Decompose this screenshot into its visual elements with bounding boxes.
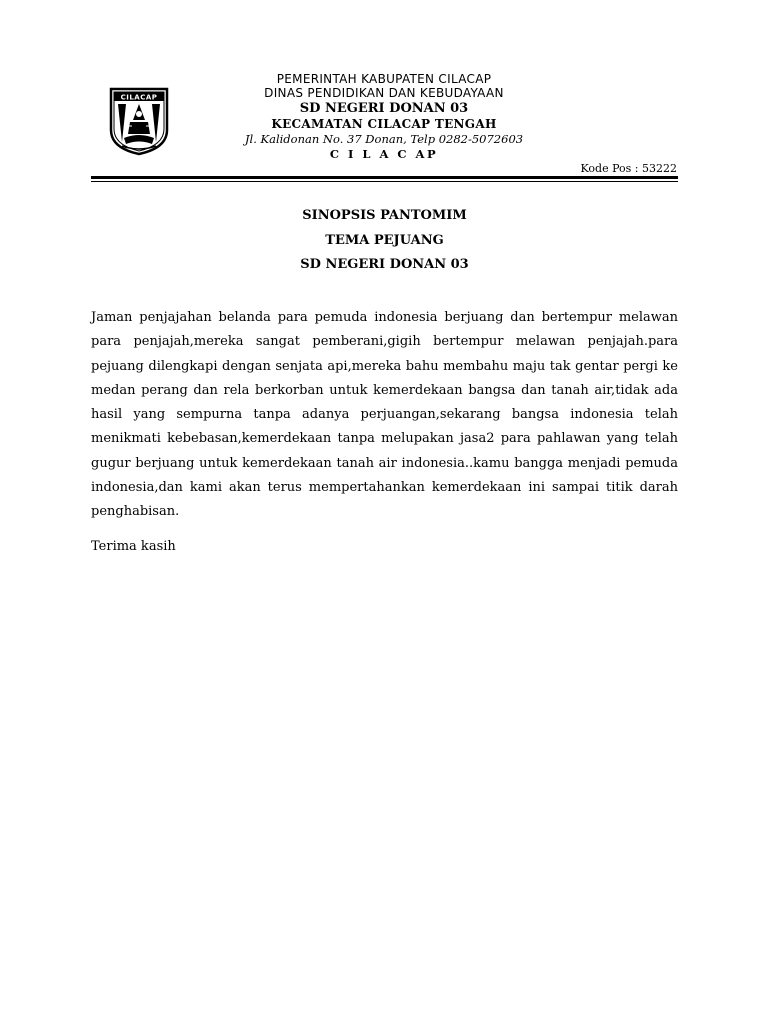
letterhead-divider-thick <box>91 176 678 179</box>
letterhead <box>190 72 578 161</box>
government-name: PEMERINTAH KABUPATEN CILACAP <box>276 72 492 86</box>
department-name: DINAS PENDIDIKAN DAN KEBUDAYAAN <box>264 86 504 100</box>
title-line-2: TEMA PEJUANG <box>325 232 444 248</box>
document-title <box>91 204 678 278</box>
letterhead-divider-thin <box>91 181 678 182</box>
synopsis-paragraph: Jaman penjajahan belanda para pemuda indonesia berjuang dan bertempur melawan para penjajah,mereka sangat pemberani,gigih bertempur melawan penjajah.para pejuang dilengkapi dengan senjata api,mereka bahu membahu maju tak gentar pergi ke medan perang dan rela berkorban untuk kemerdekaan bangsa dan tanah air,tidak ada hasil yang sempurna tanpa adanya perjuangan,sekarang bangsa indonesia telah menikmati kebebasan,kemerdekaan tanpa melupakan jasa2 para pahlawan yang telah gugur berjuang untuk kemerdekaan tanah air indonesia..kamu bangga menjadi pemuda indonesia,dan kami akan terus mempertahankan kemerdekaan ini sampai titik darah penghabisan. <box>91 310 678 520</box>
postal-code: Kode Pos : 53222 <box>580 162 677 175</box>
title-line-3: SD NEGERI DONAN 03 <box>300 257 469 272</box>
title-line-1: SINOPSIS PANTOMIM <box>302 208 467 223</box>
svg-text:CILACAP: CILACAP <box>120 93 158 102</box>
school-name: SD NEGERI DONAN 03 <box>299 101 469 116</box>
emblem-shield-icon <box>108 86 170 156</box>
district-name: KECAMATAN CILACAP TENGAH <box>271 117 497 131</box>
school-address: Jl. Kalidonan No. 37 Donan, Telp 0282-5072603 <box>244 132 524 146</box>
closing-text: Terima kasih <box>91 539 176 554</box>
city-name: C I L A C AP <box>329 147 439 161</box>
regency-emblem-logo <box>108 86 170 156</box>
